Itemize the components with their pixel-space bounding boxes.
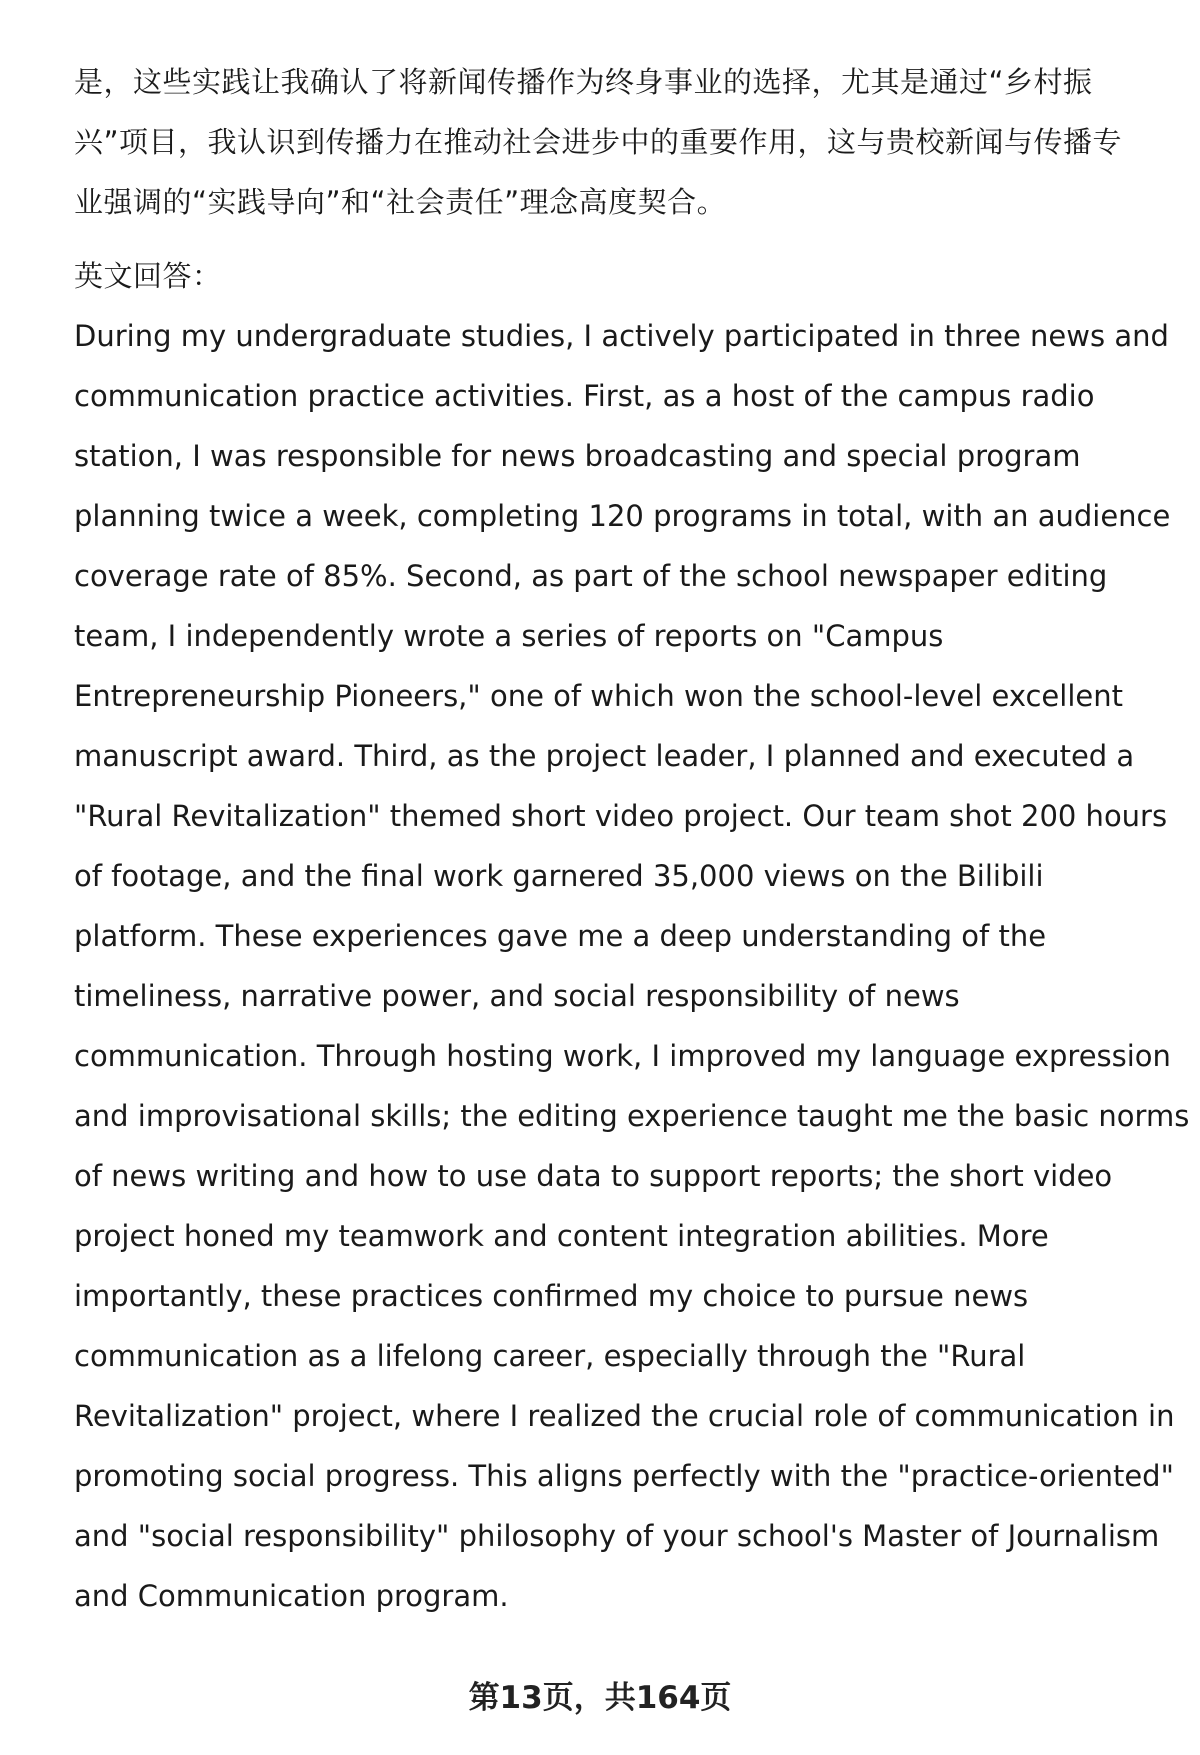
text-line: and "social responsibility" philosophy of your school's Master of Journalism	[74, 1519, 1160, 1553]
text-line: and Communication program.	[74, 1579, 509, 1613]
text-line: platform. These experiences gave me a deep understanding of the	[74, 919, 1047, 953]
text-line: 兴”项目，我认识到传播力在推动社会进步中的重要作用，这与贵校新闻与传播专	[74, 125, 1123, 159]
text-line: project honed my teamwork and content integration abilities. More	[74, 1219, 1049, 1253]
text-line: of news writing and how to use data to support reports; the short video	[74, 1159, 1113, 1193]
page-number-footer: 第13页，共164页	[468, 1680, 732, 1716]
text-line: Entrepreneurship Pioneers," one of which won the school-level excellent	[74, 679, 1123, 713]
text-line: communication as a lifelong career, especially through the "Rural	[74, 1339, 1026, 1373]
chinese-answer-paragraph	[74, 52, 1164, 232]
text-line: importantly, these practices confirmed my choice to pursue news	[74, 1279, 1029, 1313]
text-line: promoting social progress. This aligns perfectly with the "practice-oriented"	[74, 1459, 1174, 1493]
english-answer-label: 英文回答：	[74, 259, 222, 293]
english-answer-paragraph	[74, 306, 1190, 1626]
text-line: communication practice activities. First, as a host of the campus radio	[74, 379, 1095, 413]
text-line: manuscript award. Third, as the project leader, I planned and executed a	[74, 739, 1135, 773]
text-line: "Rural Revitalization" themed short video project. Our team shot 200 hours	[74, 799, 1168, 833]
text-line: of footage, and the final work garnered 35,000 views on the Bilibili	[74, 859, 1044, 893]
text-line: and improvisational skills; the editing experience taught me the basic norms	[74, 1099, 1190, 1133]
page-content	[74, 52, 1190, 1626]
text-line: Revitalization" project, where I realized the crucial role of communication in	[74, 1399, 1175, 1433]
text-line: planning twice a week, completing 120 programs in total, with an audience	[74, 499, 1171, 533]
text-line: 业强调的“实践导向”和“社会责任”理念高度契合。	[74, 185, 727, 219]
text-line: timeliness, narrative power, and social responsibility of news	[74, 979, 960, 1013]
text-line: station, I was responsible for news broadcasting and special program	[74, 439, 1081, 473]
text-line: coverage rate of 85%. Second, as part of the school newspaper editing	[74, 559, 1108, 593]
text-line: 是，这些实践让我确认了将新闻传播作为终身事业的选择，尤其是通过“乡村振	[74, 65, 1093, 99]
text-line: team, I independently wrote a series of reports on "Campus	[74, 619, 944, 653]
text-line: During my undergraduate studies, I actively participated in three news and	[74, 319, 1169, 353]
text-line: communication. Through hosting work, I improved my language expression	[74, 1039, 1171, 1073]
